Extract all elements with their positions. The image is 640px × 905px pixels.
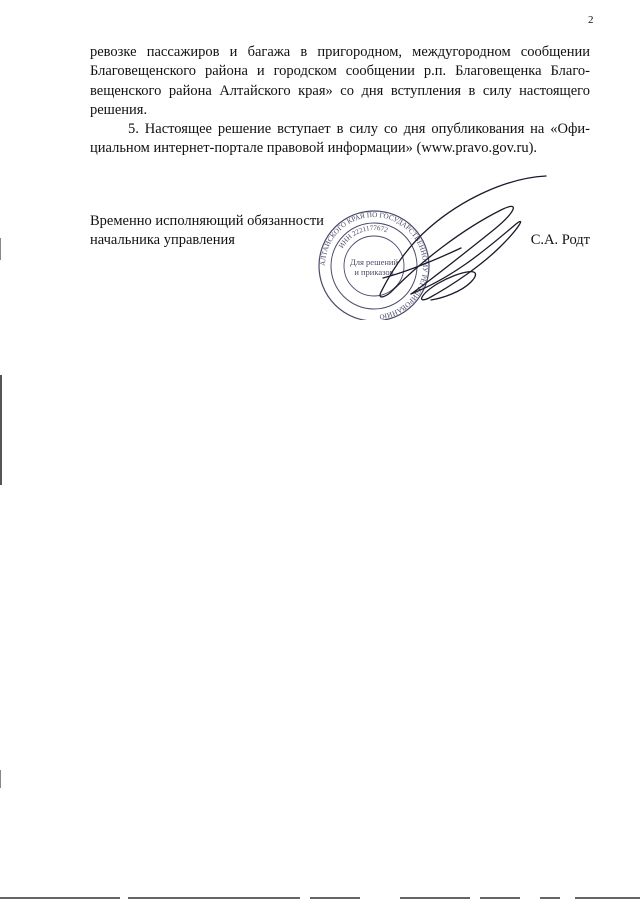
signature-block bbox=[90, 212, 590, 342]
stamp-inn-text: ИНН 2221177672 bbox=[337, 223, 389, 250]
text-line: решения. bbox=[90, 101, 148, 118]
text-line: 5. Настоящее решение вступает в силу со дня опубликования на «Офи- bbox=[128, 121, 590, 138]
handwritten-signature bbox=[380, 176, 546, 300]
scan-edge-line bbox=[0, 770, 1, 788]
page-number: 2 bbox=[588, 14, 594, 26]
signer-name: С.А. Родт bbox=[530, 232, 590, 248]
stamp-inner-line: Для решений bbox=[349, 257, 399, 267]
stamp-ring-text: АЛТАЙСКОГО КРАЯ ПО ГОСУДАРСТВЕННОМУ РЕГУЛИРОВАНИЮ bbox=[318, 210, 430, 320]
signer-title-line: Временно исполняющий обязанности bbox=[90, 213, 324, 229]
paragraph-continuation bbox=[90, 43, 590, 120]
text-line: вещенского района Алтайского края» со дня вступления в силу настоящего bbox=[90, 82, 590, 99]
scan-bottom-edge bbox=[0, 897, 640, 899]
scan-edge-line bbox=[0, 238, 1, 260]
stamp-inner-line: и приказов bbox=[354, 267, 394, 277]
text-line: циальном интернет-портале правовой информации» (www.pravo.gov.ru). bbox=[90, 140, 538, 157]
text-line: Благовещенского района и городском сообщении р.п. Благовещенка Благо- bbox=[90, 63, 590, 80]
signer-title bbox=[90, 212, 324, 251]
signer-title-line: начальника управления bbox=[90, 232, 235, 249]
scan-edge-line bbox=[0, 375, 2, 485]
document-body bbox=[90, 43, 590, 159]
paragraph-clause-5 bbox=[90, 120, 590, 159]
text-line: ревозке пассажиров и багажа в пригородном, междугородном сообщении bbox=[90, 44, 590, 60]
